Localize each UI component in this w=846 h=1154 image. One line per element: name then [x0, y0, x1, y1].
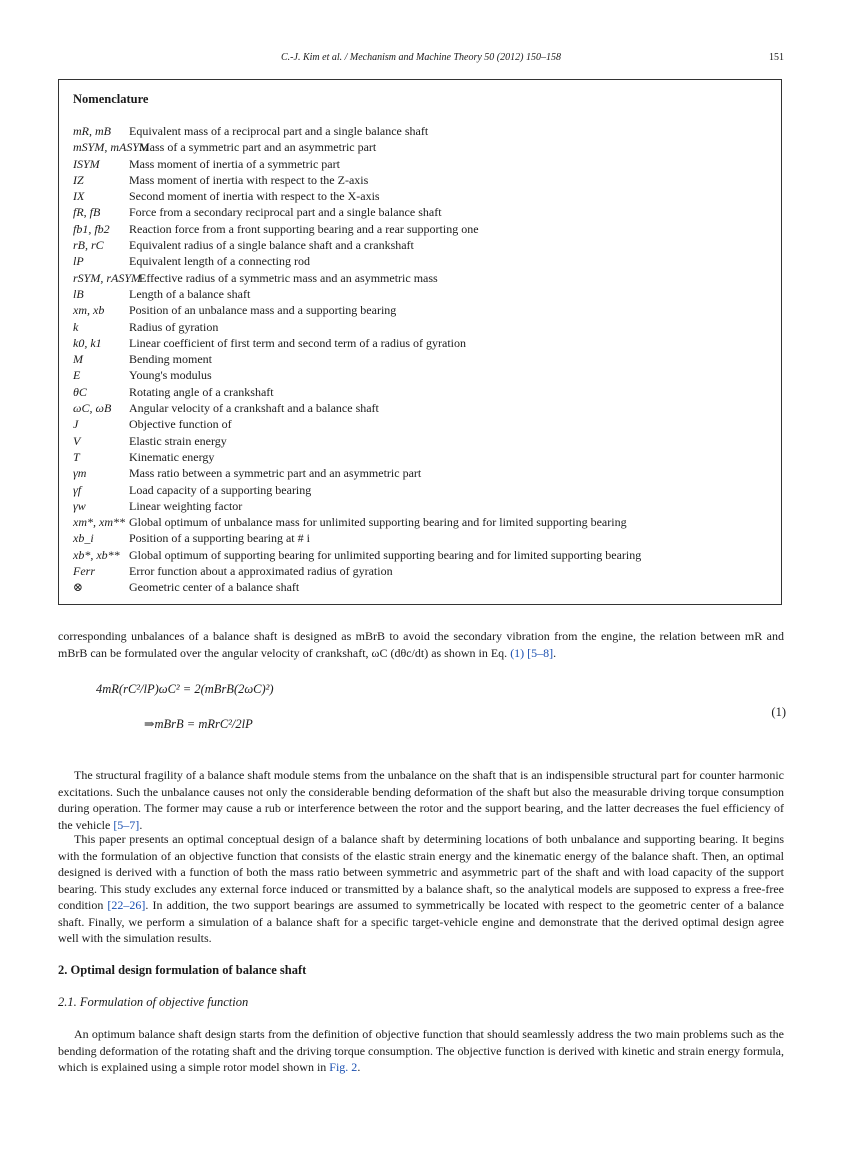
nomenclature-symbol: xm, xb [73, 303, 105, 318]
nomenclature-symbol: ωC, ωB [73, 401, 112, 416]
nomenclature-item [73, 172, 773, 188]
nomenclature-item [73, 367, 773, 383]
nomenclature-symbol: ⊗ [73, 580, 84, 595]
nomenclature-definition: Linear coefficient of first term and second term of a radius of gyration [129, 335, 466, 350]
figure-reference-link[interactable]: Fig. 2 [329, 1060, 358, 1074]
citation-link-5-7[interactable]: [5–7] [113, 817, 140, 832]
nomenclature-symbol: xb_i [73, 531, 94, 546]
nomenclature-definition: Position of a supporting bearing at # i [129, 531, 310, 546]
nomenclature-item [73, 188, 773, 204]
nomenclature-item [73, 530, 773, 546]
paragraph-intro-text: corresponding unbalances of a balance shaft is designed as mBrB to avoid the secondary vibration from the engine, the relation between mR and mBrB can be formulated over the angular velocity of crankshaft, ωC (dθc/dt) as shown in Eq. [58, 629, 784, 660]
nomenclature-item [73, 482, 773, 498]
nomenclature-item [73, 204, 773, 220]
nomenclature-symbol: ISYM [73, 156, 100, 171]
nomenclature-symbol: γm [73, 466, 87, 481]
nomenclature-definition: Young's modulus [129, 368, 212, 383]
nomenclature-definition: Bending moment [129, 352, 212, 367]
nomenclature-item [73, 498, 773, 514]
nomenclature-symbol: IX [73, 189, 85, 204]
subsection-heading: 2.1. Formulation of objective function [58, 995, 249, 1009]
nomenclature-symbol: T [73, 449, 80, 464]
nomenclature-definition: Mass moment of inertia of a symmetric part [129, 156, 340, 171]
nomenclature-item [73, 416, 773, 432]
nomenclature-item [73, 563, 773, 579]
nomenclature-definition: Reaction force from a front supporting bearing and a rear supporting one [129, 221, 479, 236]
paragraph-intro: corresponding unbalances of a balance shaft is designed as mBrB to avoid the secondary vibration from the engine, the relation between mR and mBrB can be formulated over the angular velocity of crankshaft, ωC (dθc/dt) as shown in Eq. (1) [5–8]. [58, 629, 784, 660]
nomenclature-title: Nomenclature [73, 92, 149, 106]
nomenclature-item [73, 221, 773, 237]
nomenclature-symbol: xm*, xm** [73, 515, 125, 530]
nomenclature-definition: Equivalent length of a connecting rod [129, 254, 310, 269]
nomenclature-symbol: lP [73, 254, 84, 269]
nomenclature-definition: Geometric center of a balance shaft [129, 580, 300, 595]
nomenclature-box [58, 79, 782, 605]
nomenclature-item [73, 335, 773, 351]
nomenclature-symbol: θC [73, 384, 87, 399]
nomenclature-item [73, 139, 773, 155]
nomenclature-symbol: k [73, 319, 79, 334]
nomenclature-item [73, 579, 773, 595]
equation-line-1: 4mR(rC²/lP)ωC² = 2(mBrB(2ωC)²) [96, 682, 274, 696]
nomenclature-list [73, 123, 773, 596]
paragraph-overview-text-b: . In addition, the two support bearings are assumed to symmetrically be located with respect to the geometric center of a balance shaft. Finally, we perform a simulation of a balance shaft for a specific target-vehicle engine and demonstrate that the derived optimal design agree well with the simulation results. [58, 898, 785, 945]
nomenclature-item [73, 433, 773, 449]
page-number: 151 [769, 52, 784, 63]
nomenclature-item [73, 449, 773, 465]
nomenclature-symbol: E [73, 368, 81, 383]
nomenclature-definition: Global optimum of supporting bearing for unlimited supporting bearing and for limited supporting bearing [129, 547, 642, 562]
nomenclature-definition: Rotating angle of a crankshaft [129, 384, 274, 399]
nomenclature-definition: Length of a balance shaft [129, 286, 251, 301]
nomenclature-definition: Second moment of inertia with respect to the X-axis [129, 189, 380, 204]
nomenclature-symbol: rB, rC [73, 238, 104, 253]
nomenclature-item [73, 270, 773, 286]
nomenclature-symbol: M [73, 352, 83, 367]
nomenclature-symbol: γw [73, 498, 86, 513]
nomenclature-item [73, 384, 773, 400]
nomenclature-symbol: Ferr [73, 564, 95, 579]
nomenclature-definition: Mass moment of inertia with respect to the Z-axis [129, 172, 369, 187]
nomenclature-item [73, 237, 773, 253]
equation-reference-link[interactable]: (1) [5–8] [510, 645, 554, 660]
nomenclature-symbol: xb*, xb** [73, 547, 120, 562]
nomenclature-item [73, 302, 773, 318]
nomenclature-definition: Objective function of [129, 417, 232, 432]
nomenclature-symbol: J [73, 417, 79, 432]
nomenclature-definition: Equivalent radius of a single balance shaft and a crankshaft [129, 238, 414, 253]
nomenclature-definition: Effective radius of a symmetric mass and an asymmetric mass [139, 270, 438, 285]
nomenclature-definition: Mass ratio between a symmetric part and an asymmetric part [129, 466, 422, 481]
equation-number: (1) [771, 705, 786, 719]
nomenclature-symbol: γf [73, 482, 82, 497]
nomenclature-item [73, 400, 773, 416]
journal-citation: C.-J. Kim et al. / Mechanism and Machine Theory 50 (2012) 150–158 [281, 52, 561, 63]
nomenclature-definition: Kinematic energy [129, 449, 215, 464]
nomenclature-definition: Elastic strain energy [129, 433, 227, 448]
paragraph-fragility: The structural fragility of a balance shaft module stems from the unbalance on the shaft that is an indispensible structural part for counter harmonic excitations. Such the unbalance causes not only the considerable bending deformation of the shaft but also the measurable driving torque consumption during operation. The former may cause a rub or interference between the rotor and the support bearing, and the latter decreases the fuel efficiency of the vehicle [5–7]. [58, 768, 784, 832]
nomenclature-definition: Linear weighting factor [129, 498, 243, 513]
nomenclature-definition: Equivalent mass of a reciprocal part and a single balance shaft [129, 124, 429, 138]
paragraph-overview-text-a: This paper presents an optimal conceptual design of a balance shaft by determining locations of both unbalance and supporting bearing. It begins with the formulation of an objective function that consists of the elastic strain energy and the kinematic energy of the balance shaft. Then, an optimal designed is derived with a function of both the mass ratio between symmetric and asymmetric part of the shaft and with load capacity of the support bearing. This study excludes any external force induced or transmitted by a balance shaft, so the analytical models are supposed to express a free-free condition [58, 832, 784, 912]
nomenclature-item [73, 514, 773, 530]
nomenclature-definition: Error function about a approximated radius of gyration [129, 564, 393, 579]
nomenclature-symbol: fb1, fb2 [73, 221, 110, 236]
nomenclature-item [73, 319, 773, 335]
nomenclature-symbol: lB [73, 286, 84, 301]
nomenclature-definition: Radius of gyration [129, 319, 219, 334]
nomenclature-symbol: mR, mB [73, 124, 111, 138]
nomenclature-symbol: k0, k1 [73, 335, 102, 350]
paragraph-fragility-text: The structural fragility of a balance shaft module stems from the unbalance on the shaft that is an indispensible structural part for counter harmonic excitations. Such the unbalance causes not only the considerable bending deformation of the shaft but also the measurable driving torque consumption during operation. The former may cause a rub or interference between the rotor and the support bearing, and the latter decreases the fuel efficiency of the vehicle [58, 768, 784, 832]
nomenclature-item [73, 123, 773, 139]
section-heading: 2. Optimal design formulation of balance shaft [58, 963, 307, 977]
paragraph-objective: An optimum balance shaft design starts from the definition of objective function that should seamlessly address the two main problems such as the bending deformation of the rotating shaft and the driving torque consumption. The objective function is derived with kinetic and strain energy formula, which is explained using a simple rotor model shown in Fig. 2. [58, 1027, 784, 1074]
nomenclature-item [73, 351, 773, 367]
nomenclature-definition: Position of an unbalance mass and a supporting bearing [129, 303, 397, 318]
nomenclature-item [73, 286, 773, 302]
citation-link-22-26[interactable]: [22–26] [107, 898, 146, 912]
paragraph-objective-text: An optimum balance shaft design starts from the definition of objective function that should seamlessly address the two main problems such as the bending deformation of the rotating shaft and the driving torque consumption. The objective function is derived with kinetic and strain energy formula, which is explained using a simple rotor model shown in [58, 1027, 784, 1074]
nomenclature-symbol: rSYM, rASYM [73, 270, 142, 285]
nomenclature-definition: Force from a secondary reciprocal part and a single balance shaft [129, 205, 442, 220]
equation-line-2: ⇒mBrB = mRrC²/2lP [144, 717, 253, 731]
nomenclature-definition: Angular velocity of a crankshaft and a balance shaft [129, 401, 379, 416]
running-header [58, 52, 784, 68]
nomenclature-item [73, 547, 773, 563]
nomenclature-definition: Global optimum of unbalance mass for unlimited supporting bearing and for limited supporting bearing [129, 515, 627, 530]
nomenclature-item [73, 156, 773, 172]
equation-1 [96, 680, 786, 750]
nomenclature-item [73, 465, 773, 481]
paragraph-overview [58, 831, 784, 947]
nomenclature-item [73, 253, 773, 269]
nomenclature-definition: Load capacity of a supporting bearing [129, 482, 312, 497]
nomenclature-symbol: IZ [73, 172, 84, 187]
nomenclature-symbol: fR, fB [73, 205, 101, 220]
nomenclature-symbol: V [73, 433, 81, 448]
nomenclature-definition: Mass of a symmetric part and an asymmetric part [139, 140, 377, 155]
nomenclature-symbol: mSYM, mASYM [73, 140, 150, 155]
